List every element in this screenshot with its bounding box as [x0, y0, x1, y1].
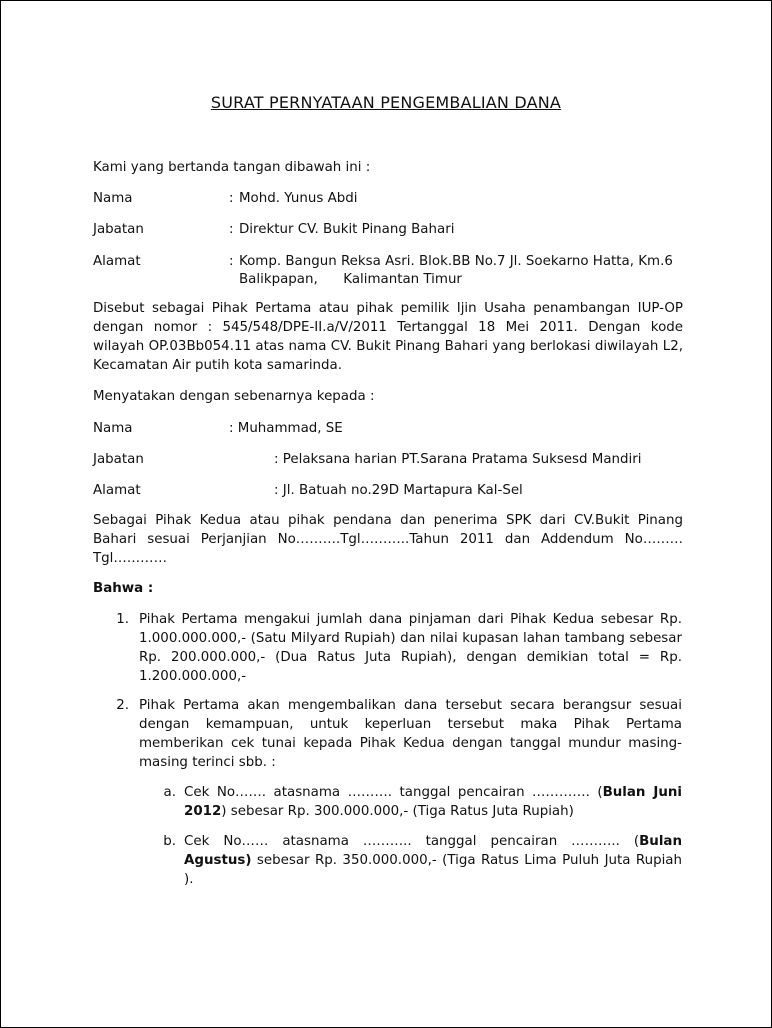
subitem-a-pre: Cek No……. atasnama ………. tanggal pencairan …………. ( [184, 785, 603, 800]
subitem-a-text [184, 783, 682, 821]
party1-position-colon: : [229, 222, 234, 237]
subitem-b-pre: Cek No…… atasnama ……….. tanggal pencairan ……….. ( [184, 834, 640, 849]
party1-address-line2: Balikpapan, Kalimantan Timur [239, 272, 462, 287]
party1-address-label: Alamat [93, 254, 141, 269]
party1-address-line1: Komp. Bangun Reksa Asri. Blok.BB No.7 Jl. Soekarno Hatta, Km.6 [239, 254, 673, 269]
item-2-number: 2. [116, 698, 129, 713]
subitem-a-letter: a. [163, 785, 176, 800]
item-1-text: Pihak Pertama mengakui jumlah dana pinjaman dari Pihak Kedua sebesar Rp. 1.000.000.000,- (Satu Milyard Rupiah) dan nilai kupasan lahan tambang sebesar Rp. 200.000.000,- (Dua Ratus Juta Rupiah), dengan demikian total = Rp. 1.200.000.000,- [139, 612, 682, 684]
party1-position-label: Jabatan [93, 222, 144, 237]
whereas-heading: Bahwa : [93, 581, 154, 596]
party1-name-label: Nama [93, 191, 133, 206]
item-1-number: 1. [116, 612, 129, 627]
party2-address-label: Alamat [93, 483, 141, 498]
subitem-b-letter: b. [163, 834, 176, 849]
item-2-text: Pihak Pertama akan mengembalikan dana tersebut secara berangsur sesuai dengan kemampuan, untuk keperluan tersebut maka Pihak Pertama memberikan cek tunai kepada Pihak Kedua dengan tanggal mundur masing-masing terinci sbb. : [139, 698, 682, 770]
subitem-a-post: ) sebesar Rp. 300.000.000,- (Tiga Ratus Juta Rupiah) [221, 804, 574, 819]
party2-position-value: : Pelaksana harian PT.Sarana Pratama Suksesd Mandiri [274, 452, 642, 467]
party2-name-value: : Muhammad, SE [229, 421, 343, 436]
document-title: SURAT PERNYATAAN PENGEMBALIAN DANA [210, 93, 562, 112]
party2-name-label: Nama [93, 421, 133, 436]
subitem-b-text [184, 832, 682, 889]
paragraph-first-party: Disebut sebagai Pihak Pertama atau pihak pemilik Ijin Usaha penambangan IUP-OP dengan nomor : 545/548/DPE-II.a/V/2011 Tertanggal 18 Mei 2011. Dengan kode wilayah OP.03Bb054.11 atas nama CV. Bukit Pinang Bahari yang berlokasi diwilayah L2, Kecamatan Air putih kota samarinda. [93, 301, 683, 373]
subitem-b-post: sebesar Rp. 350.000.000,- (Tiga Ratus Lima Puluh Juta Rupiah ). [184, 853, 682, 887]
subitem-a-bold: Bulan Juni 2012 [184, 785, 682, 819]
party1-name-value: Mohd. Yunus Abdi [239, 191, 358, 206]
subitem-b-bold: Bulan Agustus) [184, 834, 682, 868]
declare-to-text: Menyatakan dengan sebenarnya kepada : [93, 389, 375, 404]
party1-address-colon: : [229, 254, 234, 269]
party2-position-label: Jabatan [93, 452, 144, 467]
party1-name-colon: : [229, 191, 234, 206]
party2-address-value: : Jl. Batuah no.29D Martapura Kal-Sel [274, 483, 523, 498]
party1-position-value: Direktur CV. Bukit Pinang Bahari [239, 222, 455, 237]
paragraph-second-party: Sebagai Pihak Kedua atau pihak pendana dan penerima SPK dari CV.Bukit Pinang Bahari sesuai Perjanjian No……….Tgl………..Tahun 2011 dan Addendum No………Tgl………… [93, 513, 683, 566]
intro-text: Kami yang bertanda tangan dibawah ini : [93, 160, 371, 175]
